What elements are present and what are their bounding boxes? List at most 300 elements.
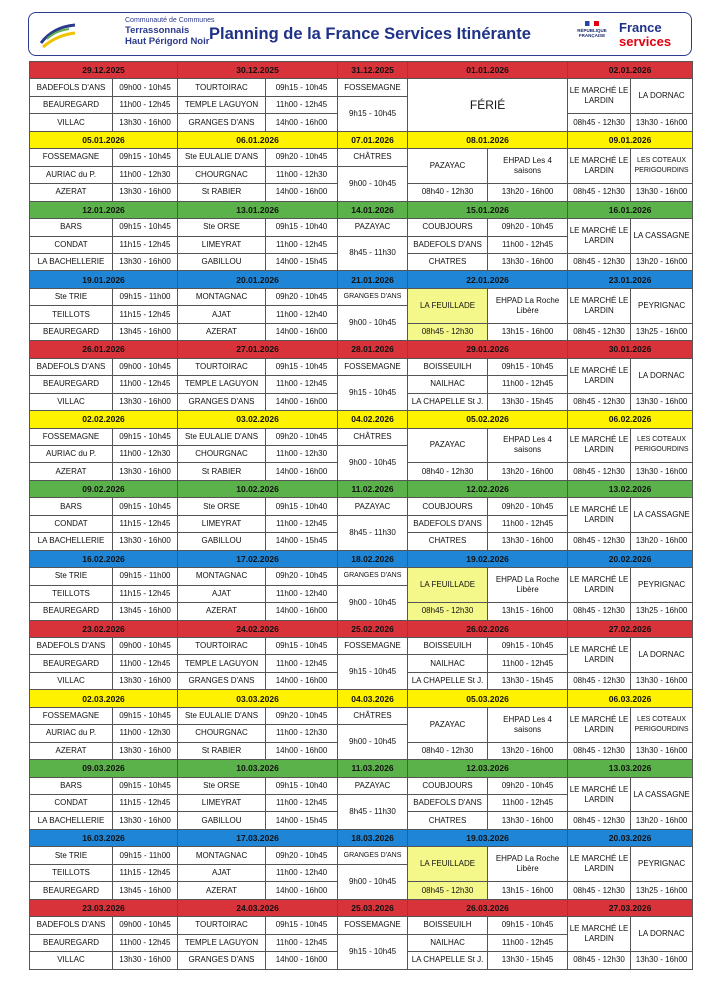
monday-place: Ste TRIE: [30, 847, 113, 864]
thursday-place: NAILHAC: [408, 655, 488, 672]
wednesday-place: GRANGES D'ANS: [338, 568, 408, 585]
date-thursday: 12.03.2026: [408, 760, 568, 777]
wednesday-time: 9h00 - 10h45: [338, 585, 408, 620]
table-row: [30, 917, 693, 934]
date-monday: 26.01.2026: [30, 341, 178, 358]
tuesday-time: 09h15 - 10h40: [266, 498, 338, 515]
date-thursday: 29.01.2026: [408, 341, 568, 358]
tuesday-time: 09h15 - 10h40: [266, 777, 338, 794]
date-monday: 23.03.2026: [30, 899, 178, 916]
date-wednesday: 18.02.2026: [338, 550, 408, 567]
thursday-time: 09h15 - 10h45: [488, 358, 568, 375]
monday-place: BEAUREGARD: [30, 603, 113, 620]
wednesday-place: CHÂTRES: [338, 707, 408, 724]
date-tuesday: 27.01.2026: [178, 341, 338, 358]
wednesday-time: 9h00 - 10h45: [338, 166, 408, 201]
friday-place-afternoon: LES COTEAUX PERIGOURDINS: [631, 707, 693, 742]
monday-time: 13h30 - 16h00: [113, 184, 178, 201]
wednesday-place: CHÂTRES: [338, 428, 408, 445]
date-tuesday: 24.02.2026: [178, 620, 338, 637]
thursday-place-afternoon: EHPAD Les 4 saisons: [488, 149, 568, 184]
tuesday-time: 14h00 - 15h45: [266, 253, 338, 270]
tuesday-place: TOURTOIRAC: [178, 79, 266, 96]
friday-place-morning: LE MARCHÉ LE LARDIN: [568, 149, 631, 184]
friday-place-morning: LE MARCHÉ LE LARDIN: [568, 219, 631, 254]
tuesday-time: 09h20 - 10h45: [266, 149, 338, 166]
thursday-time-morning: 08h45 - 12h30: [408, 323, 488, 340]
friday-place-afternoon: PEYRIGNAC: [631, 288, 693, 323]
thursday-place: BADEFOLS D'ANS: [408, 236, 488, 253]
monday-place: BADEFOLS D'ANS: [30, 637, 113, 654]
thursday-place-morning: LA FEUILLADE: [408, 568, 488, 603]
monday-place: TEILLOTS: [30, 306, 113, 323]
friday-time-morning: 08h45 - 12h30: [568, 533, 631, 550]
friday-place-morning: LE MARCHÉ LE LARDIN: [568, 79, 631, 114]
table-row: [30, 201, 693, 218]
monday-place: AZERAT: [30, 184, 113, 201]
friday-time-afternoon: 13h30 - 16h00: [631, 672, 693, 689]
thursday-time: 11h00 - 12h45: [488, 236, 568, 253]
table-row: [30, 288, 693, 305]
date-tuesday: 10.02.2026: [178, 480, 338, 497]
friday-time-afternoon: 13h30 - 16h00: [631, 952, 693, 969]
thursday-time: 13h30 - 16h00: [488, 253, 568, 270]
community-logo-icon: [39, 21, 77, 49]
table-row: [30, 271, 693, 288]
date-friday: 27.02.2026: [568, 620, 693, 637]
friday-place-afternoon: PEYRIGNAC: [631, 568, 693, 603]
date-friday: 13.03.2026: [568, 760, 693, 777]
monday-place: CONDAT: [30, 515, 113, 532]
friday-place-morning: LE MARCHÉ LE LARDIN: [568, 498, 631, 533]
thursday-place: NAILHAC: [408, 376, 488, 393]
tuesday-time: 11h00 - 12h30: [266, 725, 338, 742]
wednesday-place: FOSSEMAGNE: [338, 358, 408, 375]
wednesday-time: 8h45 - 11h30: [338, 236, 408, 271]
tuesday-place: TOURTOIRAC: [178, 637, 266, 654]
tuesday-time: 11h00 - 12h40: [266, 585, 338, 602]
date-wednesday: 07.01.2026: [338, 131, 408, 148]
tuesday-place: St RABIER: [178, 184, 266, 201]
monday-place: CONDAT: [30, 236, 113, 253]
monday-place: BEAUREGARD: [30, 376, 113, 393]
date-friday: 23.01.2026: [568, 271, 693, 288]
thursday-place-afternoon: EHPAD Les 4 saisons: [488, 428, 568, 463]
monday-place: BEAUREGARD: [30, 655, 113, 672]
monday-place: TEILLOTS: [30, 864, 113, 881]
wednesday-time: 9h00 - 10h45: [338, 864, 408, 899]
thursday-time: 13h30 - 16h00: [488, 533, 568, 550]
thursday-place: NAILHAC: [408, 934, 488, 951]
friday-time-afternoon: 13h20 - 16h00: [631, 533, 693, 550]
brand-line1: France: [619, 20, 662, 35]
monday-time: 11h15 - 12h45: [113, 585, 178, 602]
wednesday-time: 9h00 - 10h45: [338, 725, 408, 760]
friday-place-afternoon: LA CASSAGNE: [631, 498, 693, 533]
tuesday-place: LIMEYRAT: [178, 795, 266, 812]
tuesday-place: AZERAT: [178, 603, 266, 620]
tuesday-place: MONTAGNAC: [178, 288, 266, 305]
monday-time: 11h15 - 12h45: [113, 306, 178, 323]
tuesday-place: CHOURGNAC: [178, 445, 266, 462]
thursday-place-afternoon: EHPAD Les 4 saisons: [488, 707, 568, 742]
date-thursday: 08.01.2026: [408, 131, 568, 148]
tuesday-time: 11h00 - 12h45: [266, 934, 338, 951]
wednesday-time: 9h00 - 10h45: [338, 445, 408, 480]
monday-time: 11h15 - 12h45: [113, 515, 178, 532]
thursday-time-afternoon: 13h20 - 16h00: [488, 463, 568, 480]
tuesday-place: Ste EULALIE D'ANS: [178, 707, 266, 724]
thursday-time: 13h30 - 15h45: [488, 672, 568, 689]
monday-place: Ste TRIE: [30, 568, 113, 585]
friday-place-afternoon: LA DORNAC: [631, 917, 693, 952]
wednesday-time: 9h15 - 10h45: [338, 96, 408, 131]
date-monday: 09.02.2026: [30, 480, 178, 497]
monday-place: Ste TRIE: [30, 288, 113, 305]
thursday-time-afternoon: 13h15 - 16h00: [488, 603, 568, 620]
monday-place: AURIAC du P.: [30, 725, 113, 742]
tuesday-place: GRANGES D'ANS: [178, 393, 266, 410]
table-row: [30, 690, 693, 707]
date-thursday: 05.03.2026: [408, 690, 568, 707]
page-title: Planning de la France Services Itinérante: [209, 25, 531, 43]
monday-place: AZERAT: [30, 742, 113, 759]
wednesday-place: FOSSEMAGNE: [338, 79, 408, 96]
tuesday-time: 14h00 - 16h00: [266, 882, 338, 899]
friday-place-afternoon: LA CASSAGNE: [631, 219, 693, 254]
monday-time: 09h00 - 10h45: [113, 358, 178, 375]
monday-place: BEAUREGARD: [30, 323, 113, 340]
monday-time: 11h15 - 12h45: [113, 236, 178, 253]
friday-time-afternoon: 13h30 - 16h00: [631, 114, 693, 131]
date-friday: 20.02.2026: [568, 550, 693, 567]
tuesday-time: 14h00 - 15h45: [266, 533, 338, 550]
tuesday-place: TEMPLE LAGUYON: [178, 934, 266, 951]
tuesday-time: 11h00 - 12h45: [266, 795, 338, 812]
friday-place-morning: LE MARCHÉ LE LARDIN: [568, 288, 631, 323]
friday-time-afternoon: 13h30 - 16h00: [631, 393, 693, 410]
org-name-line2: Haut Périgord Noir: [125, 36, 210, 47]
monday-time: 09h00 - 10h45: [113, 79, 178, 96]
monday-time: 13h45 - 16h00: [113, 323, 178, 340]
table-row: [30, 498, 693, 515]
monday-time: 11h00 - 12h30: [113, 445, 178, 462]
date-thursday: 15.01.2026: [408, 201, 568, 218]
monday-place: BADEFOLS D'ANS: [30, 917, 113, 934]
tuesday-time: 09h20 - 10h45: [266, 288, 338, 305]
monday-time: 09h15 - 10h45: [113, 428, 178, 445]
monday-time: 09h00 - 10h45: [113, 637, 178, 654]
date-monday: 16.02.2026: [30, 550, 178, 567]
friday-place-morning: LE MARCHÉ LE LARDIN: [568, 568, 631, 603]
tuesday-place: AZERAT: [178, 882, 266, 899]
tuesday-time: 09h20 - 10h45: [266, 707, 338, 724]
holiday-cell: FÉRIÉ: [408, 79, 568, 131]
date-tuesday: 24.03.2026: [178, 899, 338, 916]
date-thursday: 19.02.2026: [408, 550, 568, 567]
table-row: [30, 79, 693, 96]
friday-time-afternoon: 13h30 - 16h00: [631, 463, 693, 480]
monday-place: AZERAT: [30, 463, 113, 480]
tuesday-place: GABILLOU: [178, 253, 266, 270]
monday-place: LA BACHELLERIE: [30, 253, 113, 270]
friday-time-afternoon: 13h20 - 16h00: [631, 253, 693, 270]
tuesday-place: TOURTOIRAC: [178, 358, 266, 375]
friday-time-morning: 08h45 - 12h30: [568, 603, 631, 620]
date-wednesday: 04.02.2026: [338, 411, 408, 428]
monday-place: FOSSEMAGNE: [30, 707, 113, 724]
table-row: [30, 707, 693, 724]
monday-time: 09h00 - 10h45: [113, 917, 178, 934]
schedule-grid: [29, 61, 692, 969]
tuesday-place: GRANGES D'ANS: [178, 114, 266, 131]
monday-place: BEAUREGARD: [30, 882, 113, 899]
thursday-place-afternoon: EHPAD La Roche Libère: [488, 568, 568, 603]
tuesday-place: Ste ORSE: [178, 498, 266, 515]
table-row: [30, 358, 693, 375]
date-friday: 20.03.2026: [568, 829, 693, 846]
monday-time: 13h30 - 16h00: [113, 533, 178, 550]
tuesday-time: 14h00 - 16h00: [266, 323, 338, 340]
monday-time: 09h15 - 11h00: [113, 568, 178, 585]
date-monday: 23.02.2026: [30, 620, 178, 637]
wednesday-place: PAZAYAC: [338, 777, 408, 794]
page-header: [28, 12, 692, 56]
monday-place: BARS: [30, 777, 113, 794]
wednesday-time: 9h15 - 10h45: [338, 376, 408, 411]
tuesday-time: 11h00 - 12h40: [266, 306, 338, 323]
monday-place: TEILLOTS: [30, 585, 113, 602]
thursday-place-morning: LA FEUILLADE: [408, 847, 488, 882]
wednesday-time: 9h00 - 10h45: [338, 306, 408, 341]
friday-place-afternoon: LES COTEAUX PERIGOURDINS: [631, 149, 693, 184]
monday-time: 11h00 - 12h45: [113, 655, 178, 672]
tuesday-time: 11h00 - 12h45: [266, 236, 338, 253]
monday-time: 13h30 - 16h00: [113, 812, 178, 829]
monday-time: 09h15 - 11h00: [113, 288, 178, 305]
friday-time-afternoon: 13h25 - 16h00: [631, 603, 693, 620]
friday-place-afternoon: PEYRIGNAC: [631, 847, 693, 882]
monday-place: VILLAC: [30, 114, 113, 131]
monday-time: 09h15 - 10h45: [113, 219, 178, 236]
date-wednesday: 25.02.2026: [338, 620, 408, 637]
monday-time: 11h15 - 12h45: [113, 795, 178, 812]
monday-place: FOSSEMAGNE: [30, 149, 113, 166]
monday-time: 09h15 - 10h45: [113, 149, 178, 166]
thursday-time: 11h00 - 12h45: [488, 515, 568, 532]
tuesday-time: 09h15 - 10h45: [266, 917, 338, 934]
monday-time: 13h30 - 16h00: [113, 393, 178, 410]
tuesday-place: TEMPLE LAGUYON: [178, 96, 266, 113]
date-thursday: 26.03.2026: [408, 899, 568, 916]
thursday-place-afternoon: EHPAD La Roche Libère: [488, 288, 568, 323]
monday-time: 13h45 - 16h00: [113, 882, 178, 899]
monday-place: BEAUREGARD: [30, 934, 113, 951]
date-friday: 09.01.2026: [568, 131, 693, 148]
date-friday: 27.03.2026: [568, 899, 693, 916]
monday-time: 13h30 - 16h00: [113, 742, 178, 759]
tuesday-time: 14h00 - 16h00: [266, 742, 338, 759]
friday-time-morning: 08h45 - 12h30: [568, 114, 631, 131]
date-wednesday: 18.03.2026: [338, 829, 408, 846]
table-row: [30, 428, 693, 445]
tuesday-place: GRANGES D'ANS: [178, 672, 266, 689]
date-friday: 13.02.2026: [568, 480, 693, 497]
date-thursday: 05.02.2026: [408, 411, 568, 428]
date-wednesday: 11.02.2026: [338, 480, 408, 497]
monday-place: BEAUREGARD: [30, 96, 113, 113]
wednesday-place: FOSSEMAGNE: [338, 637, 408, 654]
wednesday-time: 9h15 - 10h45: [338, 655, 408, 690]
tuesday-place: MONTAGNAC: [178, 847, 266, 864]
monday-time: 13h30 - 16h00: [113, 253, 178, 270]
tuesday-time: 11h00 - 12h40: [266, 864, 338, 881]
wednesday-place: GRANGES D'ANS: [338, 288, 408, 305]
thursday-place: LA CHAPELLE St J.: [408, 393, 488, 410]
monday-place: AURIAC du P.: [30, 445, 113, 462]
tuesday-time: 09h20 - 10h45: [266, 847, 338, 864]
tuesday-place: TEMPLE LAGUYON: [178, 376, 266, 393]
thursday-time-morning: 08h40 - 12h30: [408, 463, 488, 480]
tuesday-place: Ste ORSE: [178, 219, 266, 236]
date-thursday: 22.01.2026: [408, 271, 568, 288]
table-row: [30, 899, 693, 916]
table-row: [30, 411, 693, 428]
monday-place: VILLAC: [30, 952, 113, 969]
tuesday-time: 11h00 - 12h45: [266, 96, 338, 113]
date-thursday: 01.01.2026: [408, 62, 568, 79]
table-row: [30, 829, 693, 846]
french-flag-icon: [585, 21, 599, 26]
thursday-place: COUBJOURS: [408, 777, 488, 794]
tuesday-place: TOURTOIRAC: [178, 917, 266, 934]
friday-place-afternoon: LA CASSAGNE: [631, 777, 693, 812]
tuesday-time: 11h00 - 12h45: [266, 655, 338, 672]
table-row: [30, 637, 693, 654]
wednesday-place: PAZAYAC: [338, 498, 408, 515]
thursday-time: 09h20 - 10h45: [488, 498, 568, 515]
table-row: [30, 341, 693, 358]
thursday-place: COUBJOURS: [408, 219, 488, 236]
thursday-time-afternoon: 13h20 - 16h00: [488, 742, 568, 759]
table-row: [30, 847, 693, 864]
tuesday-time: 11h00 - 12h30: [266, 166, 338, 183]
table-row: [30, 550, 693, 567]
thursday-place: BADEFOLS D'ANS: [408, 515, 488, 532]
date-thursday: 19.03.2026: [408, 829, 568, 846]
monday-place: BADEFOLS D'ANS: [30, 358, 113, 375]
monday-place: LA BACHELLERIE: [30, 812, 113, 829]
monday-time: 11h00 - 12h45: [113, 376, 178, 393]
wednesday-time: 9h15 - 10h45: [338, 934, 408, 969]
date-wednesday: 14.01.2026: [338, 201, 408, 218]
thursday-time-morning: 08h45 - 12h30: [408, 882, 488, 899]
thursday-time-morning: 08h40 - 12h30: [408, 742, 488, 759]
date-wednesday: 28.01.2026: [338, 341, 408, 358]
date-monday: 02.02.2026: [30, 411, 178, 428]
date-monday: 19.01.2026: [30, 271, 178, 288]
tuesday-time: 11h00 - 12h45: [266, 376, 338, 393]
date-wednesday: 25.03.2026: [338, 899, 408, 916]
thursday-time: 11h00 - 12h45: [488, 655, 568, 672]
friday-time-morning: 08h45 - 12h30: [568, 742, 631, 759]
thursday-time: 11h00 - 12h45: [488, 795, 568, 812]
date-thursday: 12.02.2026: [408, 480, 568, 497]
thursday-time: 13h30 - 15h45: [488, 393, 568, 410]
table-row: [30, 149, 693, 166]
thursday-time: 11h00 - 12h45: [488, 376, 568, 393]
thursday-time-afternoon: 13h15 - 16h00: [488, 323, 568, 340]
friday-time-morning: 08h45 - 12h30: [568, 812, 631, 829]
monday-time: 13h30 - 16h00: [113, 463, 178, 480]
friday-place-afternoon: LA DORNAC: [631, 79, 693, 114]
tuesday-place: MONTAGNAC: [178, 568, 266, 585]
tuesday-place: AJAT: [178, 306, 266, 323]
wednesday-time: 8h45 - 11h30: [338, 515, 408, 550]
tuesday-place: AJAT: [178, 864, 266, 881]
monday-place: CONDAT: [30, 795, 113, 812]
thursday-time-afternoon: 13h20 - 16h00: [488, 184, 568, 201]
friday-place-morning: LE MARCHÉ LE LARDIN: [568, 637, 631, 672]
monday-time: 13h30 - 16h00: [113, 952, 178, 969]
friday-place-morning: LE MARCHÉ LE LARDIN: [568, 358, 631, 393]
monday-place: FOSSEMAGNE: [30, 428, 113, 445]
thursday-time-afternoon: 13h15 - 16h00: [488, 882, 568, 899]
tuesday-place: GRANGES D'ANS: [178, 952, 266, 969]
date-friday: 06.03.2026: [568, 690, 693, 707]
thursday-place: COUBJOURS: [408, 498, 488, 515]
monday-time: 09h15 - 10h45: [113, 498, 178, 515]
friday-place-afternoon: LA DORNAC: [631, 637, 693, 672]
date-tuesday: 30.12.2025: [178, 62, 338, 79]
friday-time-afternoon: 13h30 - 16h00: [631, 184, 693, 201]
monday-place: VILLAC: [30, 393, 113, 410]
friday-time-afternoon: 13h30 - 16h00: [631, 742, 693, 759]
tuesday-place: TEMPLE LAGUYON: [178, 655, 266, 672]
table-row: [30, 219, 693, 236]
monday-place: LA BACHELLERIE: [30, 533, 113, 550]
tuesday-time: 14h00 - 16h00: [266, 393, 338, 410]
thursday-time: 09h20 - 10h45: [488, 777, 568, 794]
wednesday-place: CHÂTRES: [338, 149, 408, 166]
tuesday-time: 09h20 - 10h45: [266, 428, 338, 445]
wednesday-place: FOSSEMAGNE: [338, 917, 408, 934]
monday-place: BADEFOLS D'ANS: [30, 79, 113, 96]
date-tuesday: 06.01.2026: [178, 131, 338, 148]
tuesday-place: AZERAT: [178, 323, 266, 340]
rf-label: RÉPUBLIQUE FRANÇAISE: [577, 28, 607, 38]
tuesday-place: LIMEYRAT: [178, 515, 266, 532]
date-friday: 16.01.2026: [568, 201, 693, 218]
friday-place-afternoon: LES COTEAUX PERIGOURDINS: [631, 428, 693, 463]
date-tuesday: 13.01.2026: [178, 201, 338, 218]
thursday-time: 09h15 - 10h45: [488, 917, 568, 934]
date-friday: 02.01.2026: [568, 62, 693, 79]
monday-time: 13h30 - 16h00: [113, 114, 178, 131]
thursday-place-afternoon: EHPAD La Roche Libère: [488, 847, 568, 882]
table-row: [30, 62, 693, 79]
thursday-place-morning: PAZAYAC: [408, 707, 488, 742]
monday-time: 11h00 - 12h45: [113, 96, 178, 113]
tuesday-time: 09h15 - 10h45: [266, 358, 338, 375]
thursday-place: CHATRES: [408, 253, 488, 270]
thursday-time: 09h20 - 10h45: [488, 219, 568, 236]
monday-time: 11h15 - 12h45: [113, 864, 178, 881]
tuesday-time: 14h00 - 16h00: [266, 463, 338, 480]
date-tuesday: 03.02.2026: [178, 411, 338, 428]
monday-time: 13h30 - 16h00: [113, 672, 178, 689]
tuesday-time: 14h00 - 16h00: [266, 114, 338, 131]
